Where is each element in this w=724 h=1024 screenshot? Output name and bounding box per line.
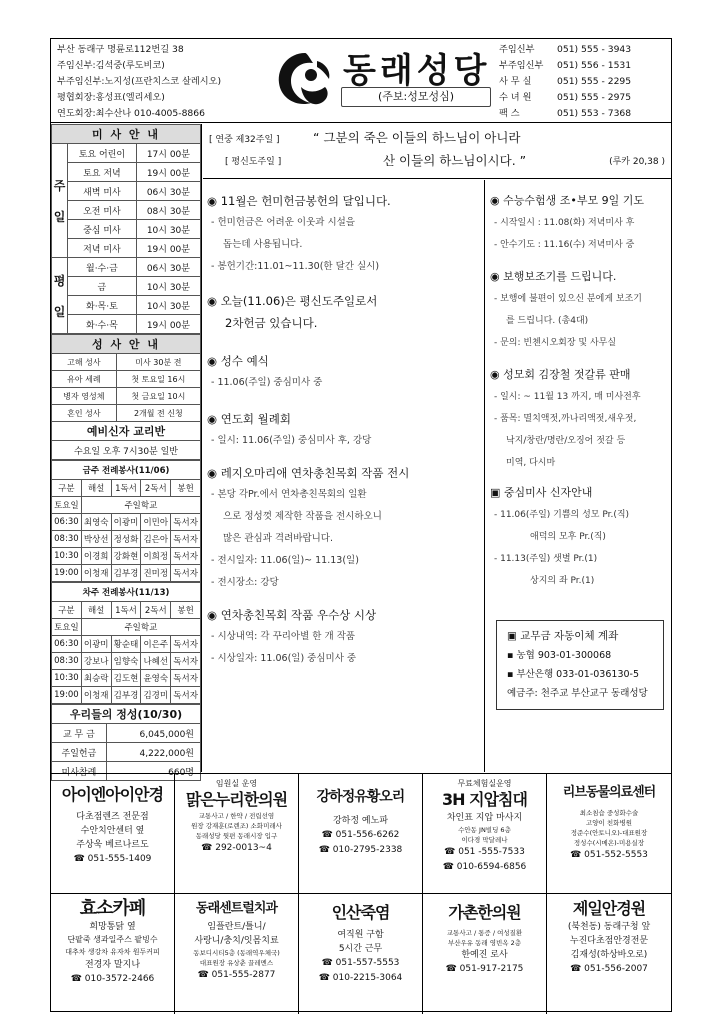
cell: 이광미 xyxy=(111,514,141,531)
cell: 10:30 xyxy=(52,548,82,565)
header-left-info xyxy=(57,42,272,122)
mass-title: 미 사 안 내 xyxy=(52,125,201,144)
church-name-logo: 동래성당 xyxy=(343,51,491,91)
col-header: 1독서 xyxy=(111,602,141,619)
notice-line: - 시상내역: 각 꾸리아별 한 개 작품 xyxy=(211,631,356,642)
ad-line: 부산우유 동래 영빈옥 2층 xyxy=(447,939,522,947)
ad-line: 교통사고 / 한약 / 전립선염 xyxy=(198,812,275,820)
notice-line: - 일시: 11.06(주일) 중심미사 후, 강당 xyxy=(211,435,372,446)
cell: 06:30 xyxy=(52,636,82,653)
account-holder: 예금주: 천주교 부산교구 동래성당 xyxy=(507,688,648,699)
notice-line: - 본당 각Pr.에서 연차총친목회의 일환 xyxy=(211,489,367,500)
notice-line: - 보행에 불편이 있으신 분에게 보조기 xyxy=(494,294,642,304)
notice-line: - 전시일자: 11.06(일)~ 11.13(일) xyxy=(211,555,359,566)
ad-name: 3H 지압침대 xyxy=(442,790,527,809)
offering-value: 6,045,000원 xyxy=(106,724,200,743)
ad-phone: ☎ 010-3572-2466 xyxy=(70,974,155,984)
offering-label: 교 무 금 xyxy=(52,724,107,743)
sacrament-time: 첫 금요일 10시 xyxy=(116,388,200,405)
mass-name: 토요 어린이 xyxy=(68,144,137,163)
offering-label: 주일헌금 xyxy=(52,743,107,762)
cell: 이경희 xyxy=(81,548,111,565)
offering-value: 660명 xyxy=(106,762,200,781)
ad-line: 임플란트/틀니/ xyxy=(207,922,266,932)
altar-service-next-week xyxy=(51,582,201,704)
sacrament-name: 병자 영성체 xyxy=(52,388,117,405)
notice-line: 많은 관심과 격려바랍니다. xyxy=(223,533,334,544)
mass-name: 오전 미사 xyxy=(68,201,137,220)
ad-live-animal xyxy=(547,774,671,894)
cell: 독서자 xyxy=(171,636,201,653)
ad-name: 인산죽염 xyxy=(331,903,390,922)
cell: 임향숙 xyxy=(111,653,141,670)
ad-line: 누진다초점안경전문 xyxy=(569,936,649,946)
notice-line: 애덕의 모후 Pr.(직) xyxy=(530,532,606,542)
cell: 독서자 xyxy=(171,514,201,531)
sacrament-table xyxy=(51,334,201,460)
notice-line: - 11.06(주일) 중심미사 중 xyxy=(211,377,323,388)
notice-title: ◉ 연차총친목회 작품 우수상 시상 xyxy=(207,608,377,622)
notice-line: - 문의: 빈첸시오회장 및 사무실 xyxy=(494,338,617,348)
mass-time: 08시 30분 xyxy=(136,201,200,220)
sunday-label: 주 일 xyxy=(52,144,68,258)
cell: 19:00 xyxy=(52,565,82,582)
church-address: 부산 동래구 명륜로112번길 38 xyxy=(57,44,184,55)
ad-line: 수안치안센터 옆 xyxy=(80,826,145,836)
sacrament-time: 미사 30분 전 xyxy=(116,354,200,371)
notice-title: ◉ 11월은 헌미헌금봉헌의 달입니다. xyxy=(207,194,391,208)
cell: 나혜선 xyxy=(141,653,171,670)
catechism-title: 예비신자 교리반 xyxy=(52,422,201,441)
cell: 10:30 xyxy=(52,670,82,687)
notice-line: 돕는데 사용됩니다. xyxy=(223,239,303,250)
cell: 이희정 xyxy=(141,548,171,565)
ad-phone: ☎ 051-557-5553 xyxy=(321,958,400,968)
notice-offering-month xyxy=(203,190,484,278)
sunday-tag: [ 연중 제32주일 ] xyxy=(209,135,280,145)
ad-phone: ☎ 010-2215-3064 xyxy=(318,973,403,983)
ads-grid xyxy=(51,773,671,1013)
notice-title: ◉ 레지오마리애 연차총친목회 작품 전시 xyxy=(207,466,410,480)
ad-line: 고양이 친화병원 xyxy=(585,819,633,827)
ad-line: 교통사고 / 통증 / 여성질환 xyxy=(446,929,523,937)
ad-name: 아이엔아이안경 xyxy=(61,785,164,804)
ad-enzyme-cafe xyxy=(51,894,175,1014)
ad-line: 김재성(하상바오로) xyxy=(570,950,648,960)
cell: 강보나 xyxy=(81,653,111,670)
mass-table xyxy=(51,124,201,334)
ad-name: 강하정유황오리 xyxy=(316,789,405,805)
offering-label: 미사참례 xyxy=(52,762,107,781)
altar1-title: 금주 전례봉사(11/06) xyxy=(52,461,201,480)
mass-name: 화·수·목 xyxy=(68,315,137,334)
notice-line: - 봉헌기간:11.01~11.30(한 달간 실시) xyxy=(211,261,380,272)
ad-duck-restaurant xyxy=(299,774,423,894)
cell: 진미정 xyxy=(141,565,171,582)
ad-line: 강하정 예노파 xyxy=(332,816,389,826)
account-nh: ▪ 농협 903-01-300068 xyxy=(507,650,612,661)
altar-service-this-week xyxy=(51,460,201,582)
cell: 김도현 xyxy=(111,670,141,687)
notice-award xyxy=(203,604,484,670)
council-president-line: 평협회장:홍성표(엘리세오) xyxy=(57,92,165,103)
ad-phone: ☎ 051-552-5553 xyxy=(570,850,648,860)
left-sidebar xyxy=(51,124,202,778)
ad-name: 효소카페 xyxy=(79,898,146,919)
ad-line: 여직원 구함 xyxy=(337,930,384,940)
notice-line: 으로 정성껏 제작한 작품을 전시하오니 xyxy=(223,511,382,522)
cell: 독서자 xyxy=(171,687,201,704)
ad-phone: ☎ 051 -555-7533 xyxy=(444,847,525,857)
altar2-title: 차주 전례봉사(11/13) xyxy=(52,583,201,602)
notice-line: - 헌미헌금은 어려운 이웃과 시설을 xyxy=(211,217,355,228)
ad-phone: ☎ 051-556-2007 xyxy=(570,964,648,974)
assistant-pastor-line: 부주임신부:노지성(프란치스코 살레시오) xyxy=(57,76,222,87)
ad-line: 대표원장 유상춘 끌레멘스 xyxy=(199,959,274,967)
notice-line: 미역, 다시마 xyxy=(506,458,556,468)
offering-value: 4,222,000원 xyxy=(106,743,200,762)
notice-line: 상지의 좌 Pr.(1) xyxy=(530,576,595,586)
yeondo-president-line: 연도회장:최수산나 010-4005-8866 xyxy=(57,108,205,119)
ad-phone: ☎ 051-555-1409 xyxy=(73,854,152,864)
mass-name: 저녁 미사 xyxy=(68,239,137,258)
notice-title: ◉ 연도회 월례회 xyxy=(207,412,291,426)
cell: 윤영숙 xyxy=(141,670,171,687)
contact-row: 부주임신부 051) 556 - 1531 xyxy=(499,60,632,71)
cell: 독서자 xyxy=(171,670,201,687)
offering-table xyxy=(51,704,201,781)
contact-row: 사 무 실 051) 555 - 2295 xyxy=(499,76,632,87)
notice-line: - 전시장소: 강당 xyxy=(211,577,279,588)
ad-line: 희망통닭 옆 xyxy=(89,922,136,932)
ad-line: 주상욱 베르나르도 xyxy=(76,840,149,850)
ad-line: 동래성당 뒷편 동래시장 입구 xyxy=(195,832,278,840)
cell: 이청재 xyxy=(81,687,111,704)
cell: 06:30 xyxy=(52,514,82,531)
ad-line: 최소침습 중성화수술 xyxy=(579,809,639,817)
ad-phone: ☎ 010-6594-6856 xyxy=(442,862,527,872)
sacrament-time: 2개월 전 신청 xyxy=(116,405,200,422)
ad-line: 대추차 생강차 유자차 원두커피 xyxy=(65,948,160,956)
ad-name: 제일안경원 xyxy=(572,899,646,918)
sacrament-time: 첫 토요일 16시 xyxy=(116,371,200,388)
cell: 김은아 xyxy=(141,531,171,548)
offering-title: 우리들의 정성(10/30) xyxy=(52,705,201,724)
ad-line: 전경자 말지나 xyxy=(84,960,141,970)
col-header: 봉헌 xyxy=(171,480,201,497)
mass-name: 새벽 미사 xyxy=(68,182,137,201)
ad-name: 동래센트럴치과 xyxy=(196,901,277,916)
col-header: 2독서 xyxy=(141,480,171,497)
ad-line: 한예진 로사 xyxy=(461,950,508,960)
cell: 08:30 xyxy=(52,653,82,670)
patron-label: (주보:성모성심) xyxy=(341,87,491,107)
auto-transfer-account-box xyxy=(496,620,664,710)
notice-title: ◉ 보행보조기를 드립니다. xyxy=(490,270,617,283)
notice-mass-guide xyxy=(486,482,671,592)
ad-gachon-clinic xyxy=(423,894,547,1014)
sacrament-name: 고해 성사 xyxy=(52,354,117,371)
quote-line-1: “ 그분의 죽은 이들의 하느님이 아니라 xyxy=(313,130,521,145)
col-header: 봉헌 xyxy=(171,602,201,619)
notice-line: - 11.06(주일) 기쁨의 성모 Pr.(직) xyxy=(494,510,630,520)
cell: 정성화 xyxy=(111,531,141,548)
bulletin-page xyxy=(50,38,672,1012)
cell: 황순태 xyxy=(111,636,141,653)
cell: 김경미 xyxy=(141,687,171,704)
mass-time: 19시 00분 xyxy=(136,239,200,258)
notice-walker xyxy=(486,266,671,354)
quote-reference: (루카 20,38 ) xyxy=(609,157,665,167)
ad-line: 동보디시티5층 (동래역우체국) xyxy=(193,949,280,957)
ad-phone: ☎ 051-556-6262 xyxy=(321,830,400,840)
mass-time: 19시 00분 xyxy=(136,315,200,334)
ad-name: 리브동물의료센터 xyxy=(562,785,656,800)
ad-name: 맑은누리한의원 xyxy=(185,790,288,809)
cell: 이민아 xyxy=(141,514,171,531)
notice-exam-prayer xyxy=(486,190,671,256)
cell: 이광미 xyxy=(81,636,111,653)
mass-name: 월·수·금 xyxy=(68,258,137,277)
col-header: 2독서 xyxy=(141,602,171,619)
notice-title: ◉ 성모회 김장철 젓갈류 판매 xyxy=(490,368,631,381)
mass-time: 06시 30분 xyxy=(136,182,200,201)
cell: 최승락 xyxy=(81,670,111,687)
cell: 김부경 xyxy=(111,565,141,582)
ad-malgeun-clinic xyxy=(175,774,299,894)
notice-title-cont: 2차헌금 있습니다. xyxy=(225,316,318,330)
main-content xyxy=(203,124,671,772)
cell: 박상선 xyxy=(81,531,111,548)
ad-line: 이다경 막달레나 xyxy=(461,836,508,844)
notice-title: ▣ 중심미사 신자안내 xyxy=(490,486,593,499)
quote-line-2: 산 이들의 하느님이시다. ” xyxy=(383,153,527,168)
col-header: 구분 xyxy=(52,480,82,497)
mass-time: 10시 30분 xyxy=(136,277,200,296)
notice-holy-water xyxy=(203,350,484,394)
notice-line: - 품목: 멸치액젓,까나리액젓,새우젓, xyxy=(494,414,637,424)
ad-ini-optical xyxy=(51,774,175,894)
cell: 주일학교 xyxy=(81,497,200,514)
ad-line: 원장 강재훈(로렌조) 소화미래사 xyxy=(191,822,282,830)
ad-phone: ☎ 292-0013~4 xyxy=(201,843,272,853)
sacrament-title: 성 사 안 내 xyxy=(52,335,201,354)
cell: 독서자 xyxy=(171,653,201,670)
header-contacts xyxy=(499,42,671,122)
mass-time: 06시 30분 xyxy=(136,258,200,277)
notice-column-left xyxy=(203,180,485,772)
ad-phone: ☎ 010-2795-2338 xyxy=(318,845,403,855)
row-label: 토요일 xyxy=(52,619,82,636)
sacrament-name: 혼인 성사 xyxy=(52,405,117,422)
notice-line: - 시상일자: 11.06(일) 중심미사 중 xyxy=(211,653,357,664)
mass-time: 19시 00분 xyxy=(136,163,200,182)
gospel-quote xyxy=(203,124,671,179)
notice-title: ◉ 성수 예식 xyxy=(207,354,269,368)
mass-name: 중심 미사 xyxy=(68,220,137,239)
catechism-text: 수요일 오후 7시30분 일반 xyxy=(52,441,201,460)
mass-name: 토요 저녁 xyxy=(68,163,137,182)
notice-line: - 일시: ~ 11월 13 까지, 매 미사전후 xyxy=(494,392,641,402)
row-label: 토요일 xyxy=(52,497,82,514)
ad-sup: 임원실 운영 xyxy=(215,779,258,788)
header xyxy=(51,39,671,123)
mass-time: 17시 00분 xyxy=(136,144,200,163)
cell: 08:30 xyxy=(52,531,82,548)
weekday-label: 평 일 xyxy=(52,258,68,334)
laity-sunday-tag: [ 평신도주일 ] xyxy=(225,157,282,167)
cell: 강화현 xyxy=(111,548,141,565)
ad-central-dental xyxy=(175,894,299,1014)
ad-line: 단팥죽 생과일주스 팥빙수 xyxy=(67,935,158,944)
col-header: 1독서 xyxy=(111,480,141,497)
contact-row: 팩 스 051) 553 - 7368 xyxy=(499,108,632,119)
cell: 김부경 xyxy=(111,687,141,704)
cell: 독서자 xyxy=(171,548,201,565)
ad-line: 수안동 JN빌딩 6층 xyxy=(458,826,511,834)
ad-insan-salt xyxy=(299,894,423,1014)
notice-line: - 안수기도 : 11.16(수) 저녁미사 중 xyxy=(494,240,635,250)
notice-column-right xyxy=(486,180,671,772)
ad-line: 정성수(시메온)-미용실장 xyxy=(573,839,645,847)
notice-title: ◉ 오늘(11.06)은 평신도주일로서 xyxy=(207,294,378,308)
ad-line: 차인표 지압 마사지 xyxy=(446,813,523,823)
cell: 최영숙 xyxy=(81,514,111,531)
ad-name: 가촌한의원 xyxy=(448,903,521,922)
col-header: 해설 xyxy=(81,602,111,619)
ad-phone: ☎ 051-917-2175 xyxy=(445,964,524,974)
mass-time: 10시 30분 xyxy=(136,220,200,239)
notice-yeondo-meeting xyxy=(203,408,484,452)
cell: 이은주 xyxy=(141,636,171,653)
col-header: 해설 xyxy=(81,480,111,497)
sacrament-name: 유아 세례 xyxy=(52,371,117,388)
ad-jeil-optical xyxy=(547,894,671,1014)
contact-row: 수 녀 원 051) 555 - 2975 xyxy=(499,92,632,103)
ad-sup: 무료체험실운영 xyxy=(457,779,512,788)
ad-phone: ☎ 051-555-2877 xyxy=(197,970,276,980)
church-logo-icon xyxy=(271,47,339,111)
contact-row: 주임신부 051) 555 - 3943 xyxy=(499,44,632,55)
notice-line: 낙지/창란/명란/오징어 젓갈 등 xyxy=(506,436,626,446)
ad-line: 다초점렌즈 전문점 xyxy=(76,812,149,822)
account-busan: ▪ 부산은행 033-01-036130-5 xyxy=(507,669,640,680)
ad-line: (북천동) 동래구청 앞 xyxy=(567,922,651,932)
mass-name: 금 xyxy=(68,277,137,296)
ad-3h-bed xyxy=(423,774,547,894)
cell: 이청재 xyxy=(81,565,111,582)
ad-line: 5시간 근무 xyxy=(338,944,383,954)
notice-line: - 11.13(주일) 샛별 Pr.(1) xyxy=(494,554,598,564)
notice-legio-exhibition xyxy=(203,462,484,594)
notice-laity-sunday xyxy=(203,290,484,334)
notice-line: - 시작일시 : 11.08(화) 저녁미사 후 xyxy=(494,218,635,228)
cell: 주일학교 xyxy=(81,619,200,636)
ad-line: 정준수(안토니오)-대표원장 xyxy=(570,829,648,837)
col-header: 구분 xyxy=(52,602,82,619)
pastor-line: 주임신부:김석중(루도비코) xyxy=(57,60,165,71)
cell: 19:00 xyxy=(52,687,82,704)
mass-time: 10시 30분 xyxy=(136,296,200,315)
notice-line: 를 드립니다. (총4대) xyxy=(506,316,589,326)
notice-jeotgal-sale xyxy=(486,364,671,474)
mass-name: 화·목·토 xyxy=(68,296,137,315)
cell: 독서자 xyxy=(171,531,201,548)
cell: 독서자 xyxy=(171,565,201,582)
account-title: ▣ 교무금 자동이체 계좌 xyxy=(507,630,619,642)
ad-line: 사랑니/충치/잇몸치료 xyxy=(194,936,279,946)
notice-title: ◉ 수능수험생 조•부모 9일 기도 xyxy=(490,194,644,207)
